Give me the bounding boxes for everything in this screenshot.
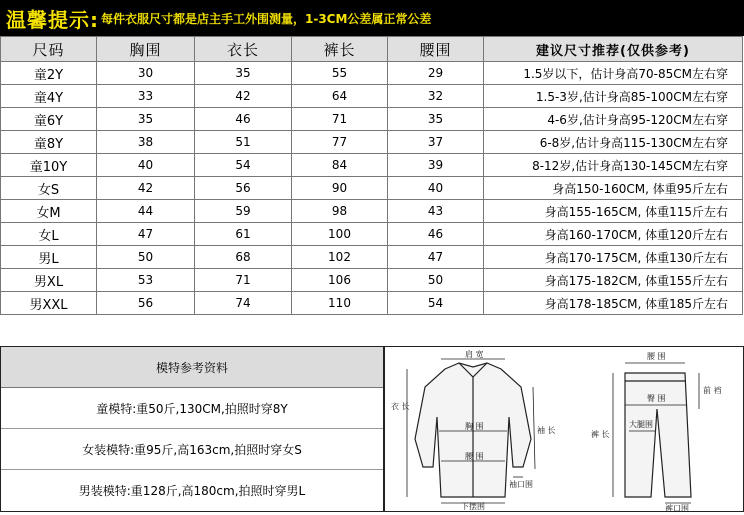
notice-title: 温馨提示: <box>6 7 99 32</box>
cell-size: 童6Y <box>1 108 97 131</box>
cell-waist: 50 <box>388 269 484 292</box>
cell-waist: 37 <box>388 131 484 154</box>
cell-size: 童8Y <box>1 131 97 154</box>
size-row <box>1 292 743 315</box>
model-reference-title: 模特参考资料 <box>1 347 383 388</box>
size-table-header-row <box>1 37 743 62</box>
cell-size: 男XXL <box>1 292 97 315</box>
label-hip: 臀 围 <box>647 394 666 403</box>
size-row <box>1 108 743 131</box>
cell-size: 女L <box>1 223 97 246</box>
cell-waist: 39 <box>388 154 484 177</box>
cell-recommendation: 身高170-175CM, 体重130斤左右 <box>484 246 743 269</box>
label-rise: 前 裆 <box>703 386 722 395</box>
header-chest: 胸围 <box>97 37 195 62</box>
cell-waist: 29 <box>388 62 484 85</box>
cell-chest: 42 <box>97 177 195 200</box>
cell-chest: 38 <box>97 131 195 154</box>
cell-chest: 50 <box>97 246 195 269</box>
cell-size: 童10Y <box>1 154 97 177</box>
size-chart-table <box>0 36 743 315</box>
cell-chest: 35 <box>97 108 195 131</box>
label-pants-length: 裤 长 <box>591 430 610 439</box>
cell-length: 46 <box>195 108 292 131</box>
cell-size: 男L <box>1 246 97 269</box>
cell-chest: 33 <box>97 85 195 108</box>
cell-chest: 56 <box>97 292 195 315</box>
cell-chest: 44 <box>97 200 195 223</box>
cell-length: 68 <box>195 246 292 269</box>
header-waist: 腰围 <box>388 37 484 62</box>
header-pants-length: 裤长 <box>292 37 388 62</box>
cell-length: 54 <box>195 154 292 177</box>
cell-recommendation: 1.5岁以下，估计身高70-85CM左右穿 <box>484 62 743 85</box>
label-pants-waist: 腰 围 <box>647 352 666 361</box>
label-leg-opening: 裤口围 <box>665 504 689 511</box>
size-row <box>1 269 743 292</box>
cell-chest: 30 <box>97 62 195 85</box>
label-shirt-length: 衣 长 <box>391 402 410 411</box>
cell-recommendation: 4-6岁,估计身高95-120CM左右穿 <box>484 108 743 131</box>
cell-length: 59 <box>195 200 292 223</box>
cell-recommendation: 6-8岁,估计身高115-130CM左右穿 <box>484 131 743 154</box>
cell-recommendation: 1.5-3岁,估计身高85-100CM左右穿 <box>484 85 743 108</box>
size-row <box>1 200 743 223</box>
cell-pants-length: 110 <box>292 292 388 315</box>
size-row <box>1 223 743 246</box>
measurement-diagram <box>384 346 744 512</box>
cell-size: 男XL <box>1 269 97 292</box>
cell-length: 42 <box>195 85 292 108</box>
cell-chest: 40 <box>97 154 195 177</box>
label-chest: 胸 围 <box>465 422 484 431</box>
cell-waist: 54 <box>388 292 484 315</box>
cell-pants-length: 84 <box>292 154 388 177</box>
cell-pants-length: 77 <box>292 131 388 154</box>
model-row-men: 男装模特:重128斤,高180cm,拍照时穿男L <box>78 484 306 498</box>
cell-size: 女S <box>1 177 97 200</box>
size-row <box>1 177 743 200</box>
cell-waist: 32 <box>388 85 484 108</box>
notice-subtitle: 每件衣服尺寸都是店主手工外围测量，1-3CM公差属正常公差 <box>101 11 432 26</box>
label-shoulder: 肩 宽 <box>465 350 484 359</box>
cell-recommendation: 身高178-185CM, 体重185斤左右 <box>484 292 743 315</box>
cell-length: 71 <box>195 269 292 292</box>
cell-pants-length: 98 <box>292 200 388 223</box>
cell-pants-length: 100 <box>292 223 388 246</box>
size-row <box>1 246 743 269</box>
cell-size: 童2Y <box>1 62 97 85</box>
pants-drawing <box>625 373 691 497</box>
model-row-child: 童模特:重50斤,130CM,拍照时穿8Y <box>1 388 383 429</box>
measurement-diagram-svg <box>385 347 743 511</box>
cell-pants-length: 71 <box>292 108 388 131</box>
label-sleeve: 袖 长 <box>537 426 556 435</box>
notice-banner <box>0 0 744 36</box>
label-hem: 下摆围 <box>461 502 485 511</box>
cell-size: 童4Y <box>1 85 97 108</box>
cell-length: 51 <box>195 131 292 154</box>
label-cuff: 袖口围 <box>509 480 533 489</box>
label-thigh: 大腿围 <box>629 420 653 429</box>
cell-pants-length: 90 <box>292 177 388 200</box>
cell-waist: 46 <box>388 223 484 246</box>
cell-pants-length: 106 <box>292 269 388 292</box>
size-row <box>1 154 743 177</box>
cell-recommendation: 身高160-170CM, 体重120斤左右 <box>484 223 743 246</box>
cell-waist: 35 <box>388 108 484 131</box>
cell-waist: 40 <box>388 177 484 200</box>
cell-waist: 47 <box>388 246 484 269</box>
cell-waist: 43 <box>388 200 484 223</box>
cell-recommendation: 8-12岁,估计身高130-145CM左右穿 <box>484 154 743 177</box>
cell-chest: 53 <box>97 269 195 292</box>
size-row <box>1 85 743 108</box>
cell-pants-length: 55 <box>292 62 388 85</box>
size-row <box>1 131 743 154</box>
header-size: 尺码 <box>1 37 97 62</box>
label-waist: 腰 围 <box>465 452 484 461</box>
cell-recommendation: 身高155-165CM, 体重115斤左右 <box>484 200 743 223</box>
model-row-women: 女装模特:重95斤,高163cm,拍照时穿女S <box>1 429 383 470</box>
cell-length: 74 <box>195 292 292 315</box>
cell-recommendation: 身高175-182CM, 体重155斤左右 <box>484 269 743 292</box>
cell-pants-length: 64 <box>292 85 388 108</box>
header-length: 衣长 <box>195 37 292 62</box>
cell-size: 女M <box>1 200 97 223</box>
cell-recommendation: 身高150-160CM, 体重95斤左右 <box>484 177 743 200</box>
cell-length: 56 <box>195 177 292 200</box>
model-reference-box <box>0 346 384 512</box>
cell-pants-length: 102 <box>292 246 388 269</box>
cell-length: 61 <box>195 223 292 246</box>
size-row <box>1 62 743 85</box>
cell-length: 35 <box>195 62 292 85</box>
header-recommendation: 建议尺寸推荐(仅供参考) <box>484 37 743 62</box>
cell-chest: 47 <box>97 223 195 246</box>
